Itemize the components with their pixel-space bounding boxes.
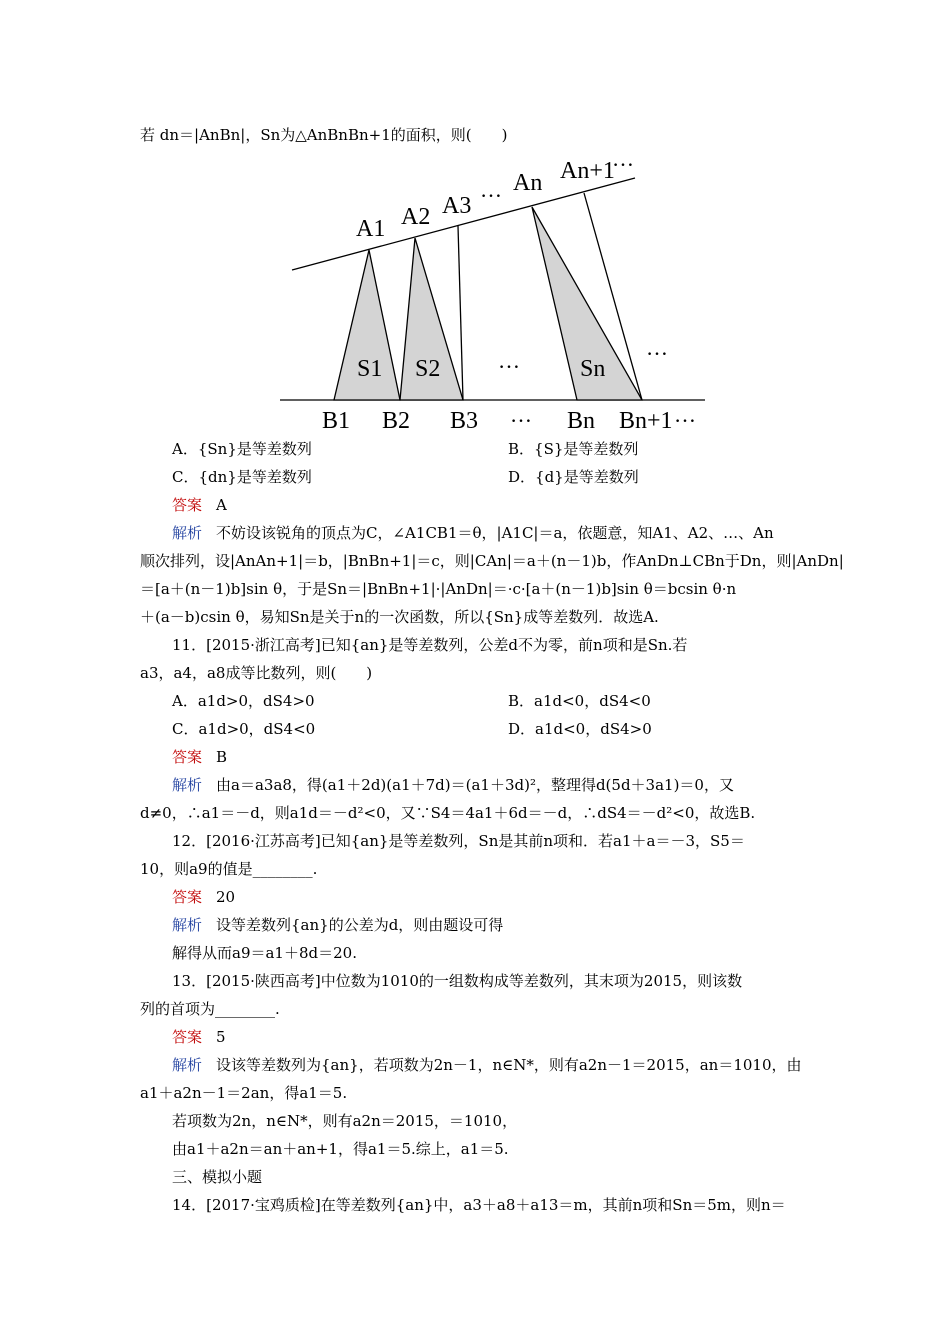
label-an1: An+1: [560, 158, 615, 184]
q11-option-d: D．a1d<0，dS4>0: [508, 720, 652, 738]
q10-analysis-line-2: 顺次排列，设|AnAn+1|＝b，|BnBn+1|＝c，则|CAn|＝a＋(n－1)b，作AnDn⊥CBn于Dn，则|AnDn|: [140, 552, 844, 570]
q12-analysis-line-1: [172, 914, 503, 936]
label-bn: Bn: [567, 408, 596, 434]
label-a2: A2: [401, 204, 431, 230]
label-bottom-ellipsis: …: [510, 402, 532, 427]
label-s1: S1: [357, 356, 383, 382]
analysis-text: 不妨设该锐角的顶点为C，∠A1CB1＝θ，|A1C|＝a，依题意，知A1、A2、…、An: [216, 524, 774, 542]
q10-analysis-line-1: [172, 522, 774, 544]
analysis-label: 解析: [172, 1056, 203, 1074]
q12-answer: 20: [216, 888, 236, 906]
section-title: 三、模拟小题: [172, 1168, 263, 1186]
q11-analysis-line-2: d≠0，∴a1＝－d，则a1d＝－d²<0，又∵S4＝4a1＋6d＝－d，∴dS4＝－d²<0，故选B.: [140, 804, 756, 822]
q11-option-c: C．a1d>0，dS4<0: [172, 720, 316, 738]
q13-answer: 5: [216, 1028, 226, 1046]
q10-option-b: B．{S}是等差数列: [508, 440, 639, 458]
q14-stem: 14．[2017·宝鸡质检]在等差数列{an}中，a3＋a8＋a13＝m，其前n项和Sn＝5m，则n＝: [172, 1196, 786, 1214]
q10-analysis-line-3: ＝[a＋(n－1)b]sin θ，于是Sn＝|BnBn+1|·|AnDn|＝·c·[a＋(n－1)b]sin θ＝bcsin θ·n: [140, 580, 737, 598]
answer-label: 答案: [172, 888, 203, 906]
label-sn: Sn: [580, 356, 606, 382]
q11-option-b: B．a1d<0，dS4<0: [508, 692, 651, 710]
segment-a3-b3: [458, 226, 463, 400]
q13-analysis-line-2: a1＋a2n－1＝2an，得a1＝5.: [140, 1084, 348, 1102]
q11-stem-line-1: 11．[2015·浙江高考]已知{an}是等差数列，公差d不为零，前n项和是Sn.若: [172, 636, 688, 654]
answer-label: 答案: [172, 496, 203, 514]
label-top-ellipsis-2: …: [612, 150, 634, 171]
q11-answer-row: [172, 746, 227, 768]
label-b2: B2: [382, 408, 411, 434]
analysis-label: 解析: [172, 776, 203, 794]
q10-option-d: D．{d}是等差数列: [508, 468, 639, 486]
q13-stem-line-1: 13．[2015·陕西高考]中位数为1010的一组数构成等差数列，其末项为2015，则该数: [172, 972, 743, 990]
upper-ray: [292, 178, 635, 270]
q10-option-a: A．{Sn}是等差数列: [172, 440, 312, 458]
q11-option-a: A．a1d>0，dS4>0: [172, 692, 315, 710]
q10-option-c: C．{dn}是等差数列: [172, 468, 312, 486]
q12-stem-line-2: 10，则a9的值是________.: [140, 860, 318, 878]
q10-answer: A: [216, 496, 227, 514]
label-s2: S2: [415, 356, 441, 382]
q12-analysis-line-2: 解得从而a9＝a1＋8d＝20.: [172, 944, 357, 962]
q11-stem-line-2: a3，a4，a8成等比数列，则( ): [140, 664, 373, 682]
q10-analysis-line-4: ＋(a－b)csin θ，易知Sn是关于n的一次函数，所以{Sn}成等差数列．故选A.: [140, 608, 659, 626]
label-a1: A1: [356, 216, 386, 242]
q13-answer-row: [172, 1026, 226, 1048]
label-right-ellipsis: …: [646, 335, 668, 360]
analysis-text: 设该等差数列为{an}，若项数为2n－1，n∈N*，则有a2n－1＝2015，an＝1010，由: [216, 1056, 802, 1074]
q10-answer-row: [172, 494, 227, 516]
answer-label: 答案: [172, 748, 203, 766]
q11-analysis-line-1: [172, 774, 734, 796]
label-b3: B3: [450, 408, 479, 434]
q13-analysis-line-4: 由a1＋a2n＝an＋an+1，得a1＝5.综上，a1＝5.: [172, 1140, 509, 1158]
analysis-text: 设等差数列{an}的公差为d，则由题设可得: [216, 916, 504, 934]
analysis-label: 解析: [172, 524, 203, 542]
label-top-ellipsis: …: [480, 177, 502, 202]
label-a3: A3: [442, 193, 472, 219]
label-bottom-ellipsis-2: …: [674, 402, 696, 427]
q12-answer-row: [172, 886, 235, 908]
q13-analysis-line-1: [172, 1054, 802, 1076]
q12-stem-line-1: 12．[2016·江苏高考]已知{an}是等差数列，Sn是其前n项和．若a1＋a＝－3，S5＝: [172, 832, 745, 850]
q13-analysis-line-3: 若项数为2n，n∈N*，则有a2n＝2015，＝1010，: [172, 1112, 518, 1130]
label-bn1: Bn+1: [619, 408, 673, 434]
q11-answer: B: [216, 748, 228, 766]
analysis-label: 解析: [172, 916, 203, 934]
label-b1: B1: [322, 408, 351, 434]
analysis-text: 由a＝a3a8，得(a1＋2d)(a1＋7d)＝(a1＋3d)²，整理得d(5d＋3a1)＝0，又: [216, 776, 734, 794]
answer-label: 答案: [172, 1028, 203, 1046]
label-mid-ellipsis: …: [498, 348, 520, 373]
question-intro: 若 dn＝|AnBn|，Sn为△AnBnBn+1的面积，则( ): [140, 126, 508, 144]
triangle-figure: [270, 150, 720, 440]
q13-stem-line-2: 列的首项为________.: [140, 1000, 280, 1018]
label-an: An: [513, 170, 543, 196]
